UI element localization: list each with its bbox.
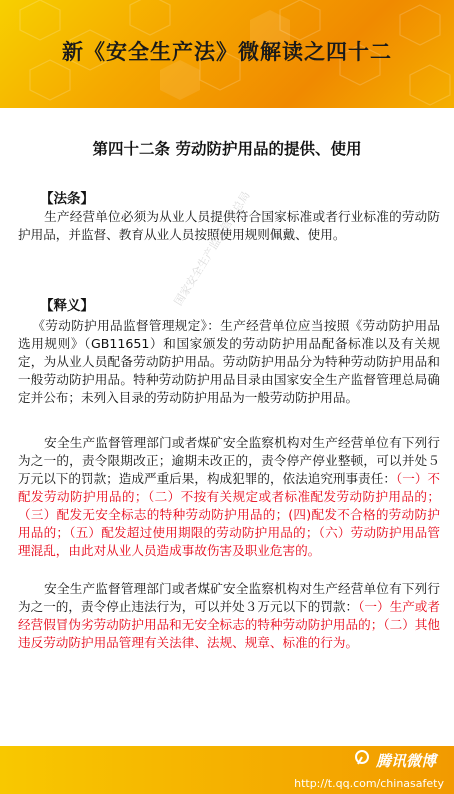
tencent-weibo-logo[interactable] (354, 749, 436, 771)
header-banner (0, 0, 454, 108)
watermark: 国家安全生产监督管理总局 (171, 189, 253, 308)
law-heading: 【法条】 (40, 191, 94, 207)
paragraph-1-body: 《劳动防护用品监督管理规定》：生产经营单位应当按照《劳动防护用品选用规则》（GB11651）和国家颁发的劳动防护用品配备标准以及有关规定，为从业人员配备劳动防护用品。劳动防护用品分为特种劳动防护用品和一般劳动防护用品。特种劳动防护用品目录由国家安全生产监督管理总局确定并公布；未列入目录的劳动防护用品为一般劳动防护用品。 (18, 318, 440, 405)
paragraph-3-violations: （一）生产或者经营假冒伪劣劳动防护用品和无安全标志的特种劳动防护用品的；（二）其他违反劳动防护用品管理有关法律、法规、规章、标准的行为。 (18, 599, 441, 650)
interpretation-heading: 【释义】 (40, 298, 94, 314)
paragraph-2-body: 安全生产监督管理部门或者煤矿安全监察机构对生产经营单位有下列行为之一的，责令限期改正；逾期未改正的，责令停产停业整顿，可以并处５万元以下的罚款；造成严重后果，构成犯罪的，依法追究刑事责任： (18, 435, 440, 486)
logo-text: 腾讯微博 (375, 751, 436, 770)
interpretation-paragraph-3 (18, 580, 440, 652)
banner-title: 新《安全生产法》微解读之四十二 (62, 39, 392, 64)
paragraph-3-body: 安全生产监督管理部门或者煤矿安全监察机构对生产经营单位有下列行为之一的，责令停止违法行为，可以并处３万元以下的罚款： (18, 581, 440, 614)
paragraph-2-violations: （一）不配发劳动防护用品的；（二）不按有关规定或者标准配发劳动防护用品的；（三）配发无安全标志的特种劳动防护用品的；(四)配发不合格的劳动防护用品的；（五）配发超过使用期限的劳动防护用品的；（六）劳动防护用品管理混乱，由此对从业人员造成事故伤害及职业危害的。 (18, 471, 441, 558)
weibo-url-link[interactable]: http://t.qq.com/chinasafety (294, 777, 444, 790)
interpretation-paragraph-1 (18, 317, 440, 407)
law-text-body: 生产经营单位必须为从业人员提供符合国家标准或者行业标准的劳动防护用品，并监督、教育从业人员按照使用规则佩戴、使用。 (18, 209, 440, 242)
article-title: 第四十二条 劳动防护用品的提供、使用 (92, 140, 362, 158)
interpretation-paragraph-2 (18, 434, 440, 560)
weibo-icon (354, 749, 372, 771)
footer-bar (0, 746, 454, 794)
